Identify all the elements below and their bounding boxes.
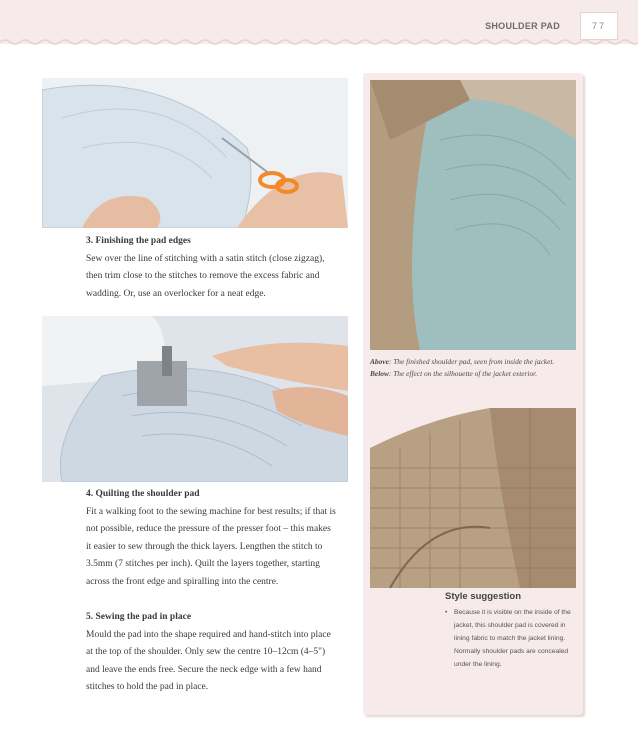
step-title: 3. Finishing the pad edges [86,236,191,246]
style-suggestion-text [445,606,577,671]
bullet-icon: • [445,609,448,616]
step-3 [86,233,336,303]
step-4 [86,486,336,591]
wavy-divider [0,38,638,50]
caption-above-label: Above [370,357,389,366]
photo-jacket-exterior [370,408,576,588]
style-suggestion-heading: Style suggestion [445,591,522,602]
style-suggestion-body: Because it is visible on the inside of the jacket, this shoulder pad is covered in lining fabric to match the jacket lining. Normally shoulder pads are concealed under the lining. [454,609,571,668]
photo-caption [370,356,560,379]
step-title: 4. Quilting the shoulder pad [86,489,200,499]
step-5 [86,609,336,697]
page-number: 77 [580,12,618,40]
photo-shoulder-pad-inside [370,80,576,350]
caption-below-label: Below [370,368,389,378]
running-head: SHOULDER PAD [485,21,560,31]
photo-quilting-machine [42,316,348,482]
step-body: Mould the pad into the shape required and hand-stitch into place at the top of the shoulder. Only sew the centre 10–12cm (4–5") and leave the ends free. Secure the neck edge with a few hand stitches to hold the pad in place. [86,629,331,692]
caption-above-text: : The finished shoulder pad, seen from inside the jacket. [388,357,555,366]
photo-trimming-pad [42,78,348,228]
step-body: Fit a walking foot to the sewing machine for best results; if that is not possible, reduce the pressure of the presser foot – this makes it easier to sew through the thick layers. Lengthen the stitch to 3.5mm (7 stitches per inch). Quilt the layers together, starting across the front edge and spiralling into the centre. [86,506,336,587]
step-body: Sew over the line of stitching with a satin stitch (close zigzag), then trim close to the stitches to remove the excess fabric and wadding. Or, use an overlocker for a neat edge. [86,253,325,299]
caption-below-text: : The effect on the silhouette of the jacket exterior. [388,368,538,378]
step-title: 5. Sewing the pad in place [86,612,192,622]
style-suggestion-box [445,591,577,671]
